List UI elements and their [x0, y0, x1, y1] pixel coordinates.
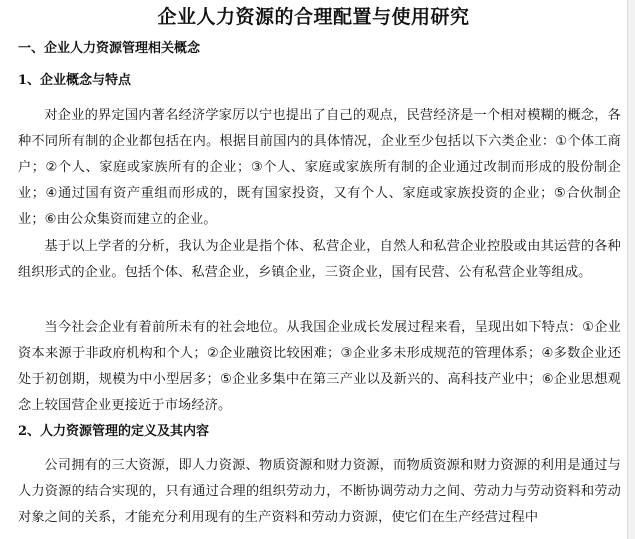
paragraph-enterprise-features: 当今社会企业有着前所未有的社会地位。从我国企业成长发展过程来看，呈现出如下特点：①企业资本来源于非政府机构和个人；②企业融资比较困难；③企业多未形成规范的管理体系；④多数企业还处于初创期，规模为中小型居多；⑤企业多集中在第三产业以及新兴的、高科技产业中；⑥企业思想观念上较国营企业更接近于市场经济。: [18, 320, 621, 413]
subsection-heading-1-1: 1、企业概念与特点: [18, 73, 132, 88]
subsection-heading-1-2: 2、人力资源管理的定义及其内容: [18, 424, 210, 439]
section-heading-1: 一、企业人力资源管理相关概念: [18, 41, 201, 56]
paragraph-author-view: 基于以上学者的分析，我认为企业是指个体、私营企业，自然人和私营企业控股或由其运营的各种组织形式的企业。包括个体、私营企业，乡镇企业，三资企业，国有民营、公有私营企业等组成。: [18, 239, 621, 280]
document-title: 企业人力资源的合理配置与使用研究: [157, 6, 470, 28]
paragraph-enterprise-definition: 对企业的界定国内著名经济学家厉以宁也提出了自己的观点，民营经济是一个相对模糊的概念，各种不同所有制的企业都包括在内。根据目前国内的具体情况，企业至少包括以下六类企业：①个体工商户；②个人、家庭或家族所有的企业；③个人、家庭或家族所有制的企业通过改制而形成的股份制企业；④通过国有资产重组而形成的，既有国家投资，又有个人、家庭或家族投资的企业；⑤合伙制企业；⑥由公众集资而建立的企业。: [18, 108, 621, 227]
paragraph-hr-resources: 公司拥有的三大资源，即人力资源、物质资源和财力资源，而物质资源和财力资源的利用是通过与人力资源的结合实现的，只有通过合理的组织劳动力，不断协调劳动力之间、劳动力与劳动资料和劳动对象之间的关系，才能充分利用现有的生产资料和劳动力资源，使它们在生产经营过程中: [18, 458, 621, 525]
window-edge: [628, 0, 635, 539]
